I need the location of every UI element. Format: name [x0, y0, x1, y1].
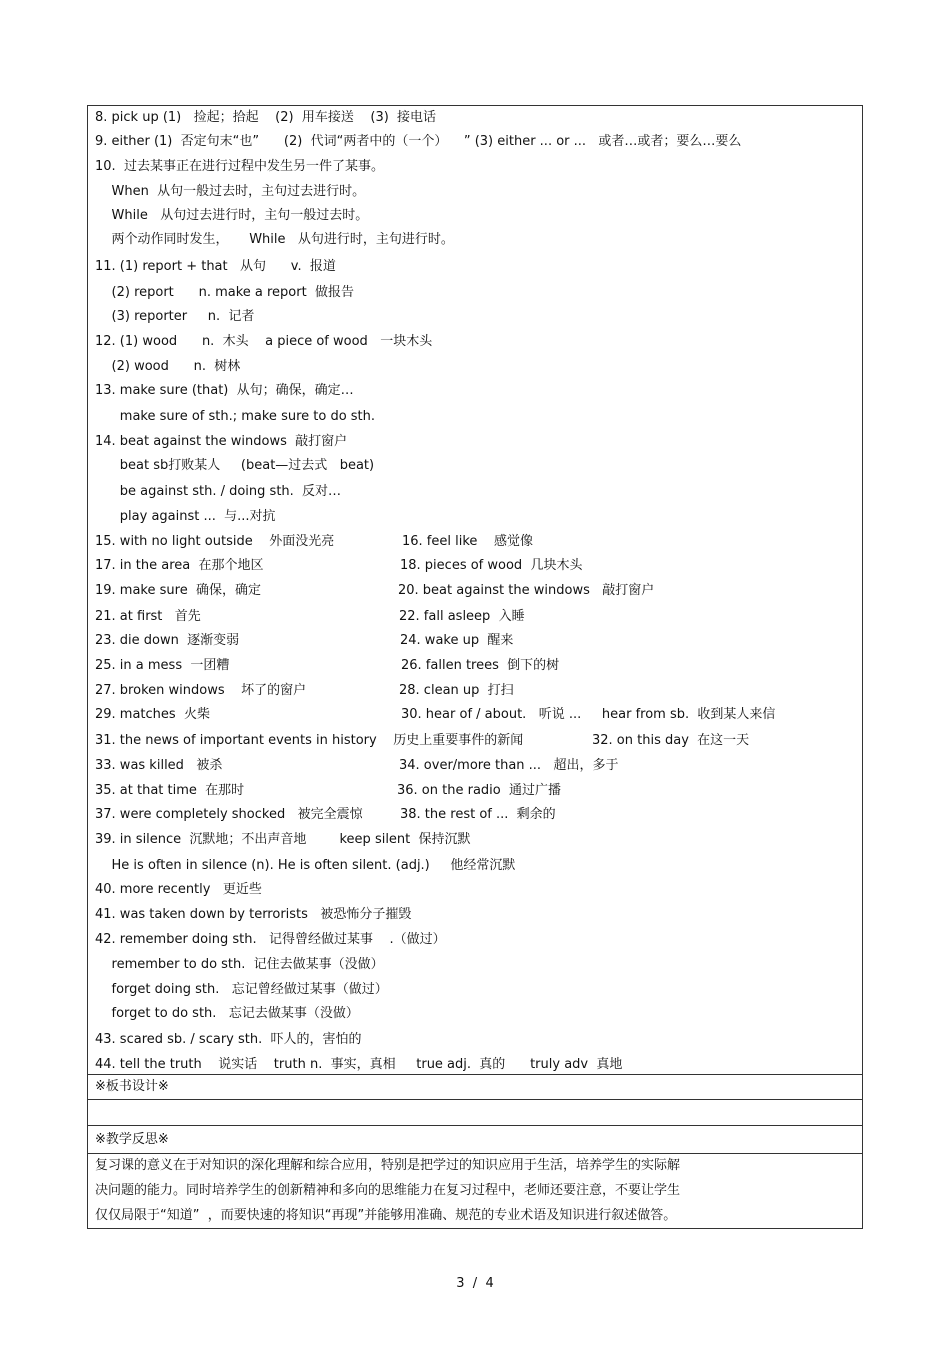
note-line: 42. remember doing sth. 记得曾经做过某事 .（做过）: [95, 932, 446, 947]
note-line: 11. (1) report + that 从句 v. 报道: [95, 259, 336, 274]
board-design-content-row: [88, 1100, 862, 1126]
note-line: 16. feel like 感觉像: [402, 534, 533, 549]
note-line: make sure of sth.; make sure to do sth.: [95, 409, 376, 424]
note-line: (3) reporter n. 记者: [95, 309, 255, 324]
lesson-plan-table: [87, 105, 863, 1229]
note-line: 29. matches 火柴: [95, 707, 210, 722]
note-line: 12. (1) wood n. 木头 a piece of wood 一块木头: [95, 334, 433, 349]
note-line: 31. the news of important events in history 历史上重要事件的新闻: [95, 733, 524, 748]
note-line: beat sb打败某人 (beat—过去式 beat): [95, 458, 375, 473]
note-line: 34. over/more than ... 超出，多于: [399, 758, 619, 773]
reflection-header-row: [88, 1126, 862, 1154]
note-line: play against ... 与...对抗: [95, 509, 276, 524]
note-line: remember to do sth. 记住去做某事（没做）: [95, 957, 384, 972]
note-line: 19. make sure 确保，确定: [95, 583, 261, 598]
note-line: He is often in silence (n). He is often silent. (adj.) 他经常沉默: [95, 858, 516, 873]
note-line: 21. at first 首先: [95, 609, 201, 624]
note-line: forget to do sth. 忘记去做某事（没做）: [95, 1006, 359, 1021]
note-line: 20. beat against the windows 敲打窗户: [398, 583, 655, 598]
reflection-content-row: [88, 1154, 862, 1228]
note-line: forget doing sth. 忘记曾经做过某事（做过）: [95, 982, 388, 997]
note-line: 24. wake up 醒来: [400, 633, 514, 648]
vocabulary-notes-cell: [88, 106, 862, 1075]
note-line: 35. at that time 在那时: [95, 783, 245, 798]
note-line: (2) wood n. 树林: [95, 359, 241, 374]
note-line: When 从句一般过去时，主句过去进行时。: [95, 184, 366, 199]
note-line: 44. tell the truth 说实话 truth n. 事实，真相 true adj. 真的 truly adv 真地: [95, 1057, 623, 1072]
board-design-header-row: [88, 1075, 862, 1100]
note-line: 25. in a mess 一团糟: [95, 658, 230, 673]
note-line: 33. was killed 被杀: [95, 758, 223, 773]
note-line: 28. clean up 打扫: [399, 683, 514, 698]
reflection-title: ※教学反思※: [95, 1132, 169, 1147]
page-number: 3 / 4: [456, 1276, 494, 1291]
note-line: 30. hear of / about. 听说 ... hear from sb. 收到某人来信: [401, 707, 776, 722]
note-line: 17. in the area 在那个地区: [95, 558, 264, 573]
note-line: 22. fall asleep 入睡: [399, 609, 525, 624]
reflection-line: 仅仅局限于“知道” ，而要快速的将知识“再现”并能够用准确、规范的专业术语及知识进行叙述做答。: [95, 1208, 677, 1223]
note-line: 32. on this day 在这一天: [592, 733, 750, 748]
note-line: 27. broken windows 坏了的窗户: [95, 683, 307, 698]
reflection-line: 决问题的能力。同时培养学生的创新精神和多向的思维能力在复习过程中，老师还要注意，不要让学生: [95, 1183, 681, 1198]
note-line: 9. either (1) 否定句末“也” (2) 代词“两者中的（一个） ” (3) either ... or ... 或者…或者；要么…要么: [95, 134, 742, 149]
note-line: 38. the rest of ... 剩余的: [400, 807, 556, 822]
note-line: 18. pieces of wood 几块木头: [400, 558, 583, 573]
note-line: 40. more recently 更近些: [95, 882, 262, 897]
note-line: 15. with no light outside 外面没光亮: [95, 534, 335, 549]
reflection-line: 复习课的意义在于对知识的深化理解和综合应用，特别是把学过的知识应用于生活，培养学生的实际解: [95, 1158, 681, 1173]
note-line: 8. pick up (1) 捡起；拾起 (2) 用车接送 (3) 接电话: [95, 110, 437, 125]
note-line: While 从句过去进行时，主句一般过去时。: [95, 208, 369, 223]
note-line: 两个动作同时发生， While 从句进行时，主句进行时。: [95, 232, 454, 247]
note-line: 39. in silence 沉默地；不出声音地 keep silent 保持沉默: [95, 832, 471, 847]
note-line: 13. make sure (that) 从句；确保，确定…: [95, 383, 354, 398]
note-line: be against sth. / doing sth. 反对…: [95, 484, 342, 499]
note-line: 41. was taken down by terrorists 被恐怖分子摧毁: [95, 907, 412, 922]
note-line: 37. were completely shocked 被完全震惊: [95, 807, 363, 822]
note-line: 10. 过去某事正在进行过程中发生另一件了某事。: [95, 159, 384, 174]
note-line: (2) report n. make a report 做报告: [95, 285, 354, 300]
board-design-title: ※板书设计※: [95, 1079, 169, 1094]
note-line: 14. beat against the windows 敲打窗户: [95, 434, 348, 449]
note-line: 43. scared sb. / scary sth. 吓人的，害怕的: [95, 1032, 362, 1047]
note-line: 36. on the radio 通过广播: [397, 783, 561, 798]
note-line: 26. fallen trees 倒下的树: [401, 658, 560, 673]
note-line: 23. die down 逐渐变弱: [95, 633, 240, 648]
